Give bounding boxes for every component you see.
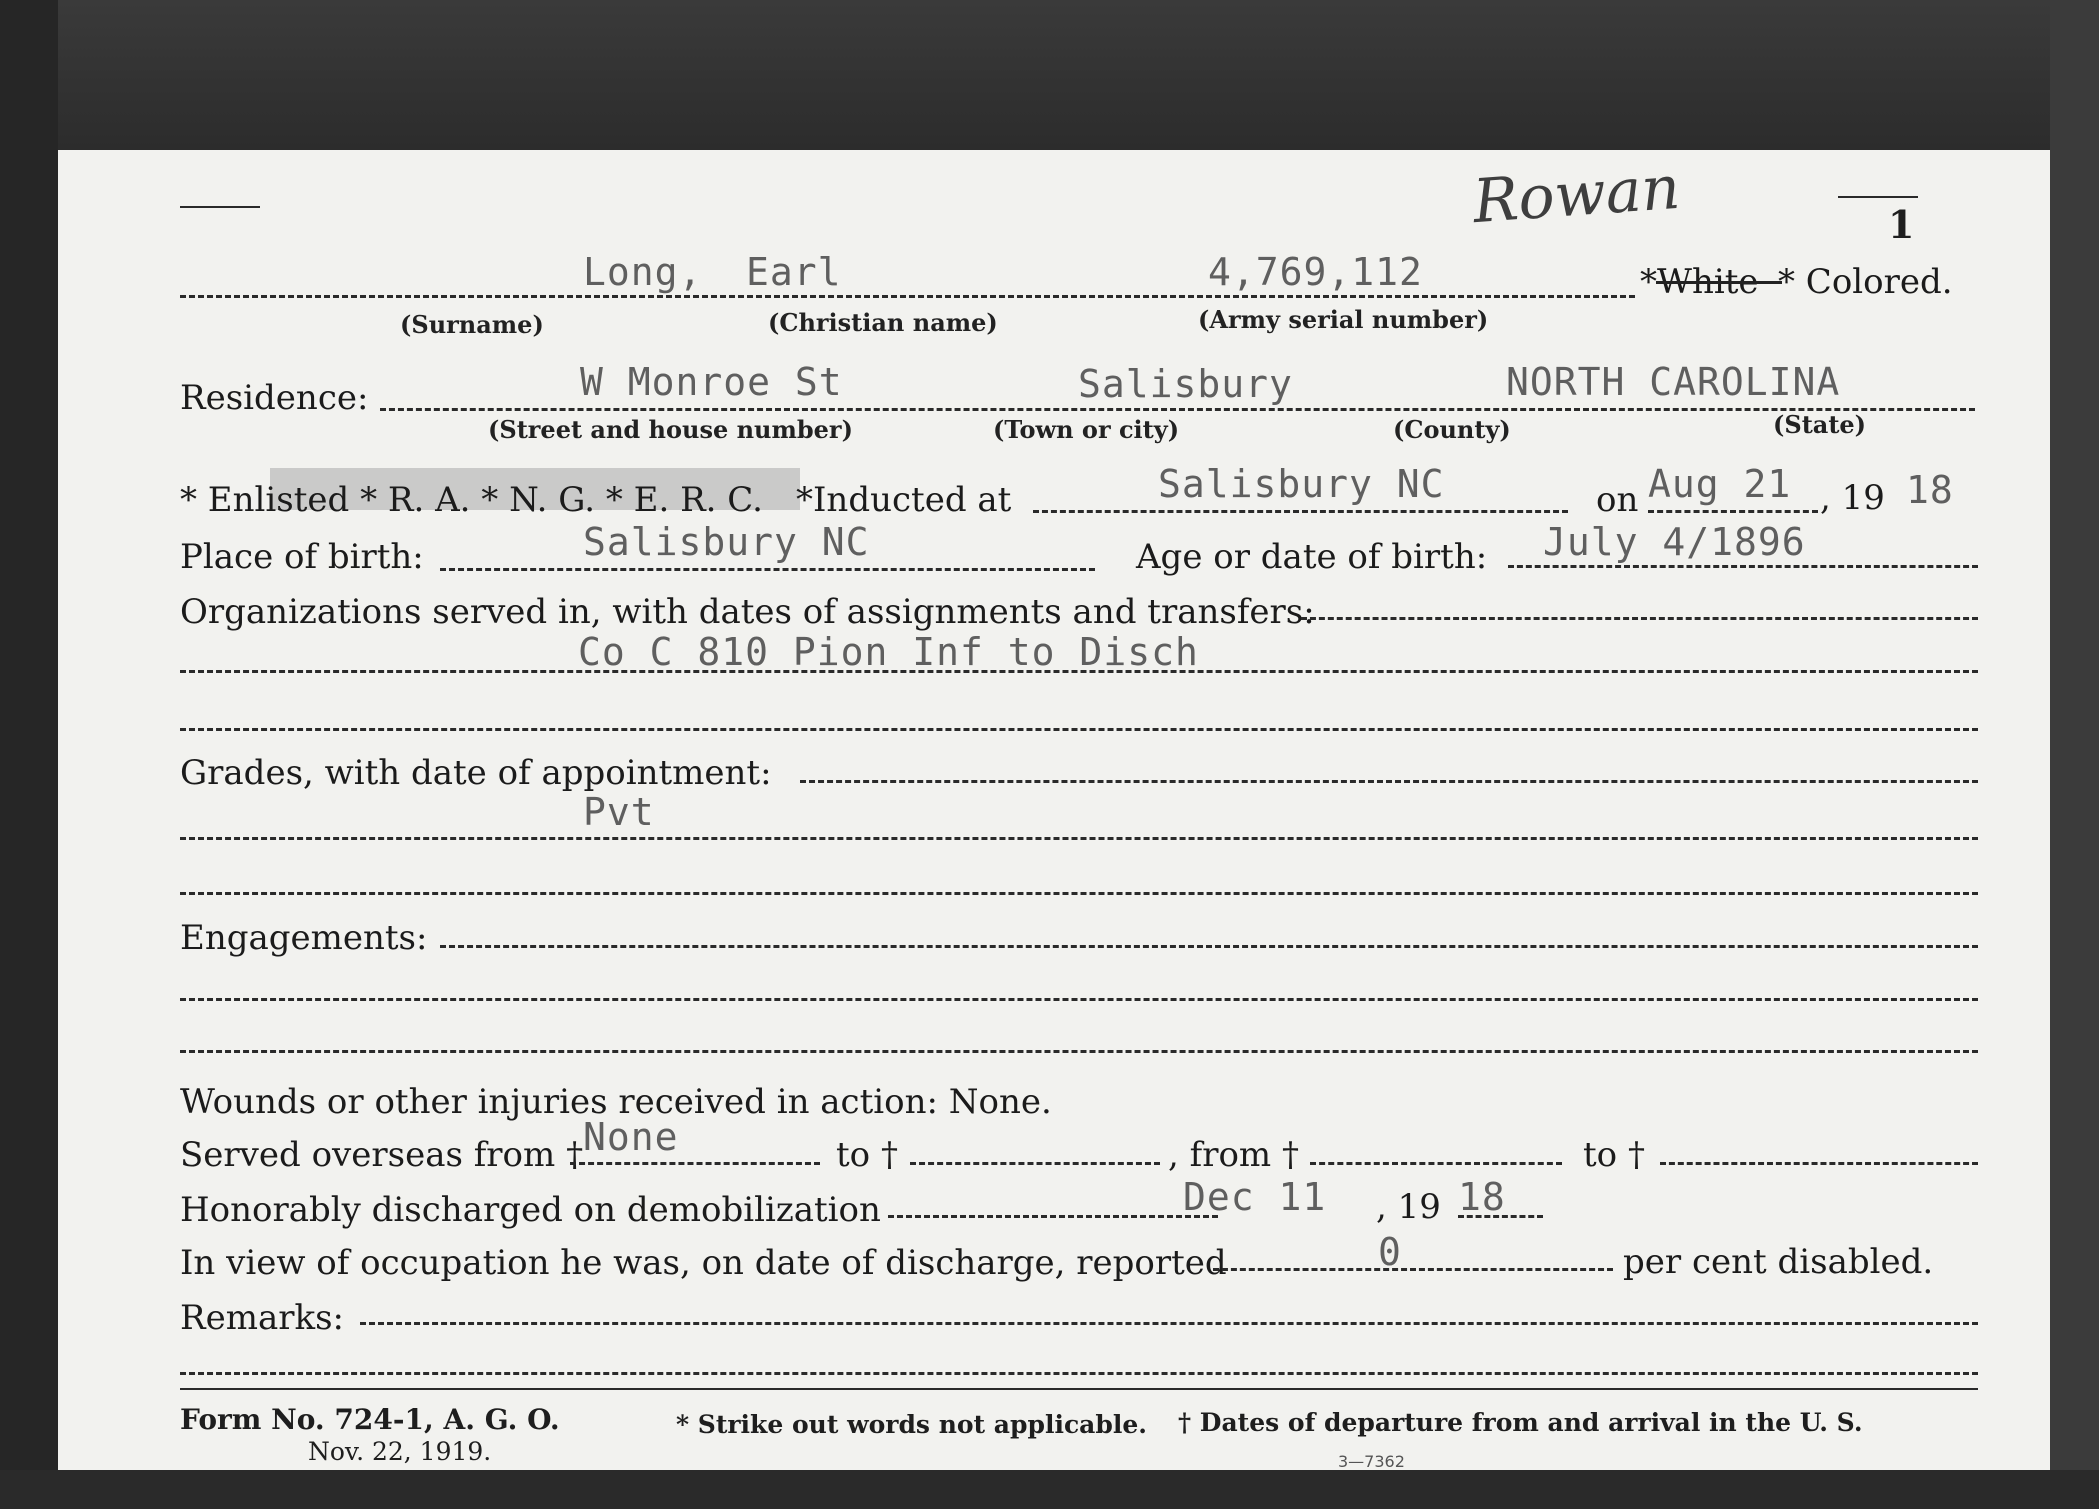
surname-value: Long,: [583, 250, 703, 294]
discharge-date-value: Dec 11: [1183, 1175, 1327, 1219]
organizations-value: Co C 810 Pion Inf to Disch: [578, 630, 1199, 674]
white-label: *White: [1640, 262, 1759, 302]
christian-name-value: Earl: [746, 250, 842, 294]
county-caption: (County): [1393, 415, 1511, 444]
induction-year-value: 18: [1906, 468, 1954, 512]
colored-label: * Colored.: [1778, 262, 1953, 302]
discharge-year-prefix: , 19: [1376, 1187, 1441, 1227]
induction-year-prefix: , 19: [1820, 478, 1885, 518]
inducted-place-value: Salisbury NC: [1158, 462, 1445, 506]
scan-background-bottom: [0, 1470, 2099, 1509]
place-of-birth-label: Place of birth:: [180, 537, 424, 577]
disability-label: In view of occupation he was, on date of discharge, reported: [180, 1243, 1227, 1283]
on-label: on: [1596, 480, 1639, 520]
name-line: [180, 295, 1635, 298]
overseas-to2-line: [1660, 1162, 1978, 1165]
discharge-date-line: [888, 1215, 1218, 1218]
scan-background-right: [2050, 0, 2099, 1509]
disability-line: [1213, 1268, 1613, 1271]
overseas-to-line: [910, 1162, 1160, 1165]
scan-background-left: [0, 0, 58, 1509]
dob-value: July 4/1896: [1543, 520, 1806, 564]
engagements-line-3: [180, 1050, 1978, 1053]
white-strikethrough: [1656, 281, 1782, 284]
discharge-year-value: 18: [1458, 1175, 1506, 1219]
grades-line-3: [180, 892, 1978, 895]
serial-number-caption: (Army serial number): [1198, 305, 1489, 334]
residence-line: [380, 408, 1975, 411]
strike-out-note: * Strike out words not applicable.: [676, 1410, 1147, 1439]
overseas-from-line: [570, 1162, 820, 1165]
organizations-label: Organizations served in, with dates of assignments and transfers:: [180, 592, 1315, 632]
grades-line-2: [180, 837, 1978, 840]
overseas-from-value: None: [583, 1115, 679, 1159]
town-caption: (Town or city): [993, 415, 1180, 444]
disability-suffix: per cent disabled.: [1623, 1242, 1934, 1282]
discharge-label: Honorably discharged on demobilization: [180, 1190, 881, 1230]
induction-date-line: [1648, 510, 1818, 513]
print-code: 3—7362: [1338, 1452, 1405, 1470]
dates-departure-note: † Dates of departure from and arrival in the U. S.: [1178, 1408, 1863, 1437]
remarks-line-2: [180, 1372, 1978, 1375]
grades-line-1: [800, 780, 1978, 783]
footer-rule: [180, 1388, 1978, 1390]
age-or-dob-label: Age or date of birth:: [1136, 537, 1488, 577]
residence-label: Residence:: [180, 378, 369, 418]
overseas-to-label: to †: [836, 1135, 898, 1175]
residence-state-value: NORTH CAROLINA: [1506, 360, 1841, 404]
scan-background-top: [0, 0, 2099, 150]
wounds-label: Wounds or other injuries received in action: None.: [180, 1082, 1052, 1122]
remarks-label: Remarks:: [180, 1298, 344, 1338]
discharge-year-line: [1458, 1215, 1543, 1218]
top-right-rule: [1838, 196, 1918, 198]
grades-value: Pvt: [583, 790, 655, 834]
form-number: Form No. 724-1, A. G. O.: [180, 1403, 560, 1436]
served-overseas-from-label: Served overseas from †: [180, 1135, 584, 1175]
form-date: Nov. 22, 1919.: [308, 1437, 492, 1466]
serial-number-value: 4,769,112: [1208, 250, 1423, 294]
state-caption: (State): [1773, 410, 1867, 439]
disability-value: 0: [1378, 1230, 1402, 1274]
organizations-line-1: [1301, 617, 1978, 620]
grades-label: Grades, with date of appointment:: [180, 753, 772, 793]
residence-town-value: Salisbury: [1078, 362, 1293, 406]
inducted-place-line: [1033, 510, 1568, 513]
dob-line: [1508, 565, 1978, 568]
residence-street-value: W Monroe St: [580, 360, 843, 404]
engagements-line-2: [180, 998, 1978, 1001]
enlistment-options-label: * Enlisted * R. A. * N. G. * E. R. C.: [180, 480, 763, 520]
service-record-card: [58, 150, 2050, 1470]
organizations-line-2: [180, 670, 1978, 673]
organizations-line-3: [180, 728, 1978, 731]
street-caption: (Street and house number): [488, 415, 853, 444]
overseas-to2-label: to †: [1583, 1135, 1645, 1175]
card-number: 1: [1888, 202, 1915, 247]
place-of-birth-line: [440, 568, 1095, 571]
handwritten-county: Rowan: [1470, 152, 1683, 238]
remarks-line-1: [360, 1322, 1978, 1325]
engagements-label: Engagements:: [180, 918, 428, 958]
place-of-birth-value: Salisbury NC: [583, 520, 870, 564]
surname-caption: (Surname): [400, 310, 544, 339]
christian-name-caption: (Christian name): [768, 308, 998, 337]
inducted-at-label: *Inducted at: [796, 480, 1012, 520]
overseas-from2-line: [1310, 1162, 1562, 1165]
top-left-rule: [180, 206, 260, 208]
overseas-from2-label: , from †: [1168, 1135, 1299, 1175]
induction-date-value: Aug 21: [1648, 462, 1792, 506]
engagements-line-1: [440, 945, 1978, 948]
